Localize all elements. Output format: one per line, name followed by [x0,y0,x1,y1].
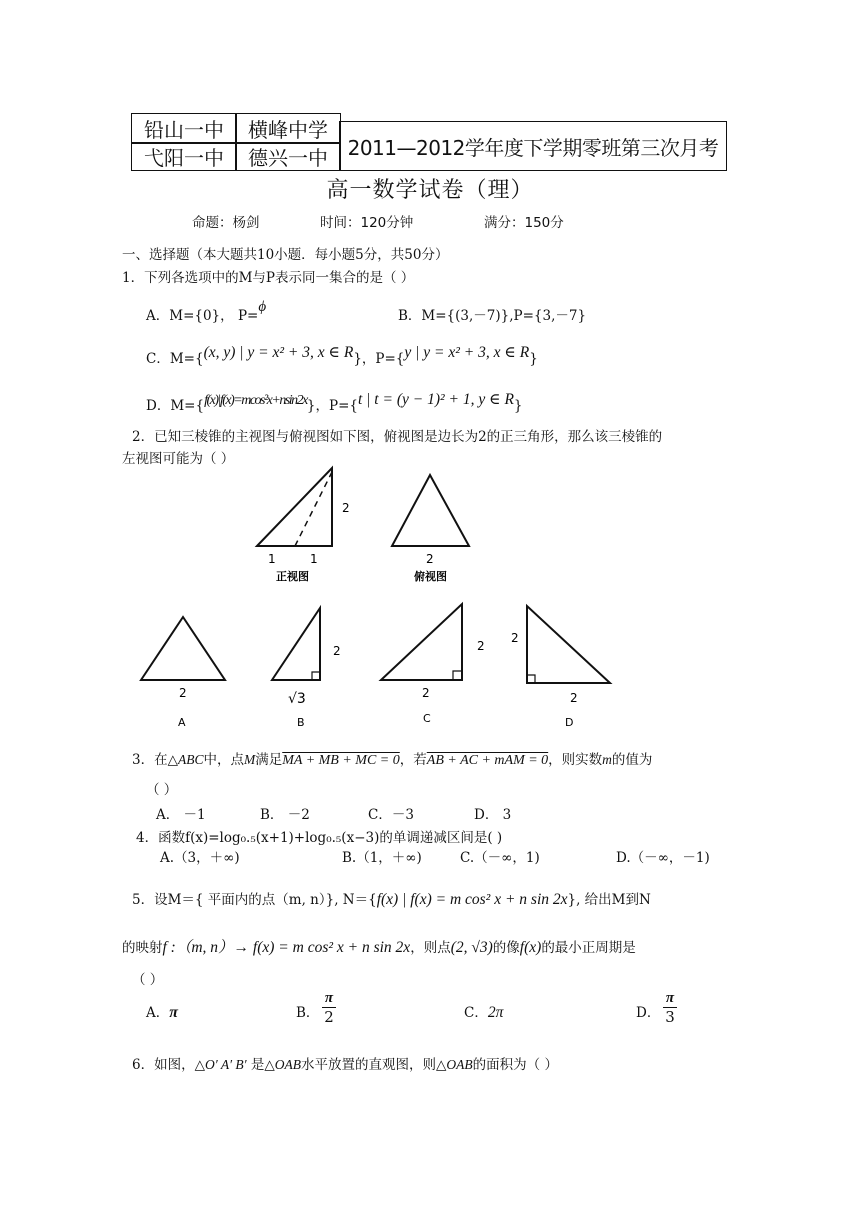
q5-d-denominator: 3 [665,1008,675,1026]
q5-a-label: A． [146,1005,170,1021]
q3-option-d: D． 3 [474,807,512,823]
q5-line2 [122,935,636,957]
q3-text-e: ，则实数 [548,752,603,768]
q1-d-p: t | t = (y − 1)² + 1, y ∈ R [357,391,514,408]
q1-stem: 1．下列各选项中的M与P表示同一集合的是（ ） [122,270,415,286]
q4-option-c: C.（－∞，1) [460,850,540,866]
q3-text-d: ，若 [399,752,427,768]
q4-option-d: D.（－∞，－1) [616,850,710,866]
option-c-caption: C [423,712,431,725]
section-heading: 一、选择题（本大题共10小题．每小题5分，共50分） [122,247,449,263]
exam-time: 时间：120分钟 [320,215,414,231]
q1-a-text: A．M={0}， P= [146,308,259,324]
q1-c-prefix: C．M={ [146,351,204,367]
full-score: 满分：150分 [484,215,564,231]
q3-m: M [243,752,256,767]
q1-a-phi: ϕ [258,299,267,315]
q6-oab-2: OAB [446,1057,473,1072]
front-view-triangle [257,468,332,546]
top-view-triangle [392,475,469,546]
q1-c-mid: }，P={ [353,351,405,367]
q5-b-denominator: 2 [324,1008,334,1026]
q3-option-b: B． －2 [260,807,310,823]
option-d-triangle [527,606,610,683]
q5-line1-b: }, 给出M到N [567,892,651,908]
option-c-right-angle [453,671,462,680]
q5-line2-a: 的映射 [122,940,163,956]
front-label-1b: 1 [310,552,318,566]
q2-stem-line1: 2．已知三棱锥的主视图与俯视图如下图，俯视图是边长为2的正三角形，那么该三棱锥的 [132,429,663,445]
q1-c-p: y | y = x² + 3, x ∈ R [404,344,530,361]
q5-line2-d: 的最小正周期是 [541,940,636,956]
q5-option-b-fraction [322,990,336,1026]
q4-option-b: B.（1，＋∞) [342,850,422,866]
q5-line1-a: 5．设M＝{ 平面内的点（m, n）}, N＝{ [132,892,377,908]
option-a-triangle [141,617,225,680]
front-view [257,468,332,546]
q5-a-value: π [169,1004,178,1021]
q1-d-end: } [513,398,523,414]
q3-text-c: 满足 [255,752,283,768]
top-label-2: 2 [426,552,434,566]
q5-option-a [146,1001,178,1022]
q2-stem-line2: 左视图可能为（ ） [122,451,235,467]
q1-d-mid: }，P={ [306,398,358,414]
option-c-triangle [381,604,462,680]
q6-text-c: 水平放置的直观图，则△ [301,1057,447,1073]
q3-stem [132,748,652,769]
q5-option-d-label: D． [636,1005,661,1021]
q1-c-m: (x, y) | y = x² + 3, x ∈ R [203,344,354,361]
school-cell-2: 横峰中学 [235,113,341,144]
q1-option-b: B．M={(3,－7)},P={3,－7} [398,308,587,324]
option-b-right-angle [312,672,320,680]
q5-fx: f(x) [519,939,542,956]
q5-option-d-fraction [663,990,677,1026]
q5-set-n: f(x) | f(x) = m cos² x + n sin 2x [376,891,568,908]
q6-text-b: 是△ [246,1057,275,1073]
option-b-label-2: 2 [333,644,341,658]
q4-option-a: A.（3，＋∞) [160,850,240,866]
option-d-right-angle [527,675,535,683]
q3-abc: ABC [177,752,204,767]
author: 命题：杨剑 [192,215,260,231]
exam-name: 2011—2012学年度下学期零班第三次月考 [339,121,727,171]
q3-option-c: C．－3 [368,807,414,823]
top-view-caption: 俯视图 [414,570,447,583]
option-d-caption: D [565,716,574,729]
option-b-triangle [272,608,320,680]
option-c-label-2b: 2 [422,686,430,700]
school-cell-3: 弋阳一中 [131,142,237,171]
q5-point: (2, √3) [450,939,493,956]
q5-c-value: 2π [487,1004,504,1021]
q5-c-label: C． [464,1005,488,1021]
q5-d-numerator: π [663,990,677,1008]
q1-d-prefix: D．M={ [146,398,205,414]
q6-stem [132,1053,558,1073]
q5-option-b-label: B． [296,1005,320,1021]
option-a-label-2: 2 [179,686,187,700]
q3-var-m: m [602,752,612,767]
q5-b-numerator: π [322,990,336,1008]
q4-stem: 4．函数f(x)=log₀.₅(x+1)+log₀.₅(x−3)的单调递减区间是( ) [136,830,503,846]
q3-vector-eq: AB + AC + mAM = 0 [426,753,549,768]
q3-paren: （ ） [146,782,178,798]
option-b-label-sqrt3: √3 [288,691,306,707]
front-view-hidden-edge [295,472,332,546]
front-label-2: 2 [342,501,350,515]
q3-vector-sum: MA + MB + MC = 0 [282,753,400,768]
q5-line2-c: 的像 [492,940,520,956]
front-label-1a: 1 [268,552,276,566]
school-cell-1: 铅山一中 [131,113,237,144]
front-view-caption: 正视图 [276,570,309,583]
q3-text-a: 3．在△ [132,752,178,768]
q6-oab: OAB [274,1057,302,1072]
option-a-caption: A [178,716,186,729]
q5-option-c [464,1001,503,1022]
option-c-label-2h: 2 [477,639,485,653]
paper-title: 高一数学试卷（理） [326,178,534,203]
q5-paren: （ ） [132,972,164,988]
option-d-label-2b: 2 [570,691,578,705]
q3-option-a: A． －1 [156,807,206,823]
q5-line2-b: ，则点 [410,940,451,956]
q6-triangle-prime: O′ A′ B′ [204,1057,247,1072]
q3-text-b: 中，点 [203,752,244,768]
q1-c-end: } [529,351,538,367]
q1-d-m: f(x)|f(x)=mcos²x+nsin2x [204,393,307,408]
option-d-label-2h: 2 [511,631,519,645]
option-b-caption: B [297,716,305,729]
q3-text-f: 的值为 [611,752,653,768]
q5-mapping: f :（m, n）→ f(x) = m cos² x + n sin 2x [162,939,411,956]
q6-text-d: 的面积为（ ） [472,1057,558,1073]
school-cell-4: 德兴一中 [235,142,341,171]
q6-text-a: 6．如图，△ [132,1057,205,1073]
q5-line1 [132,888,651,909]
